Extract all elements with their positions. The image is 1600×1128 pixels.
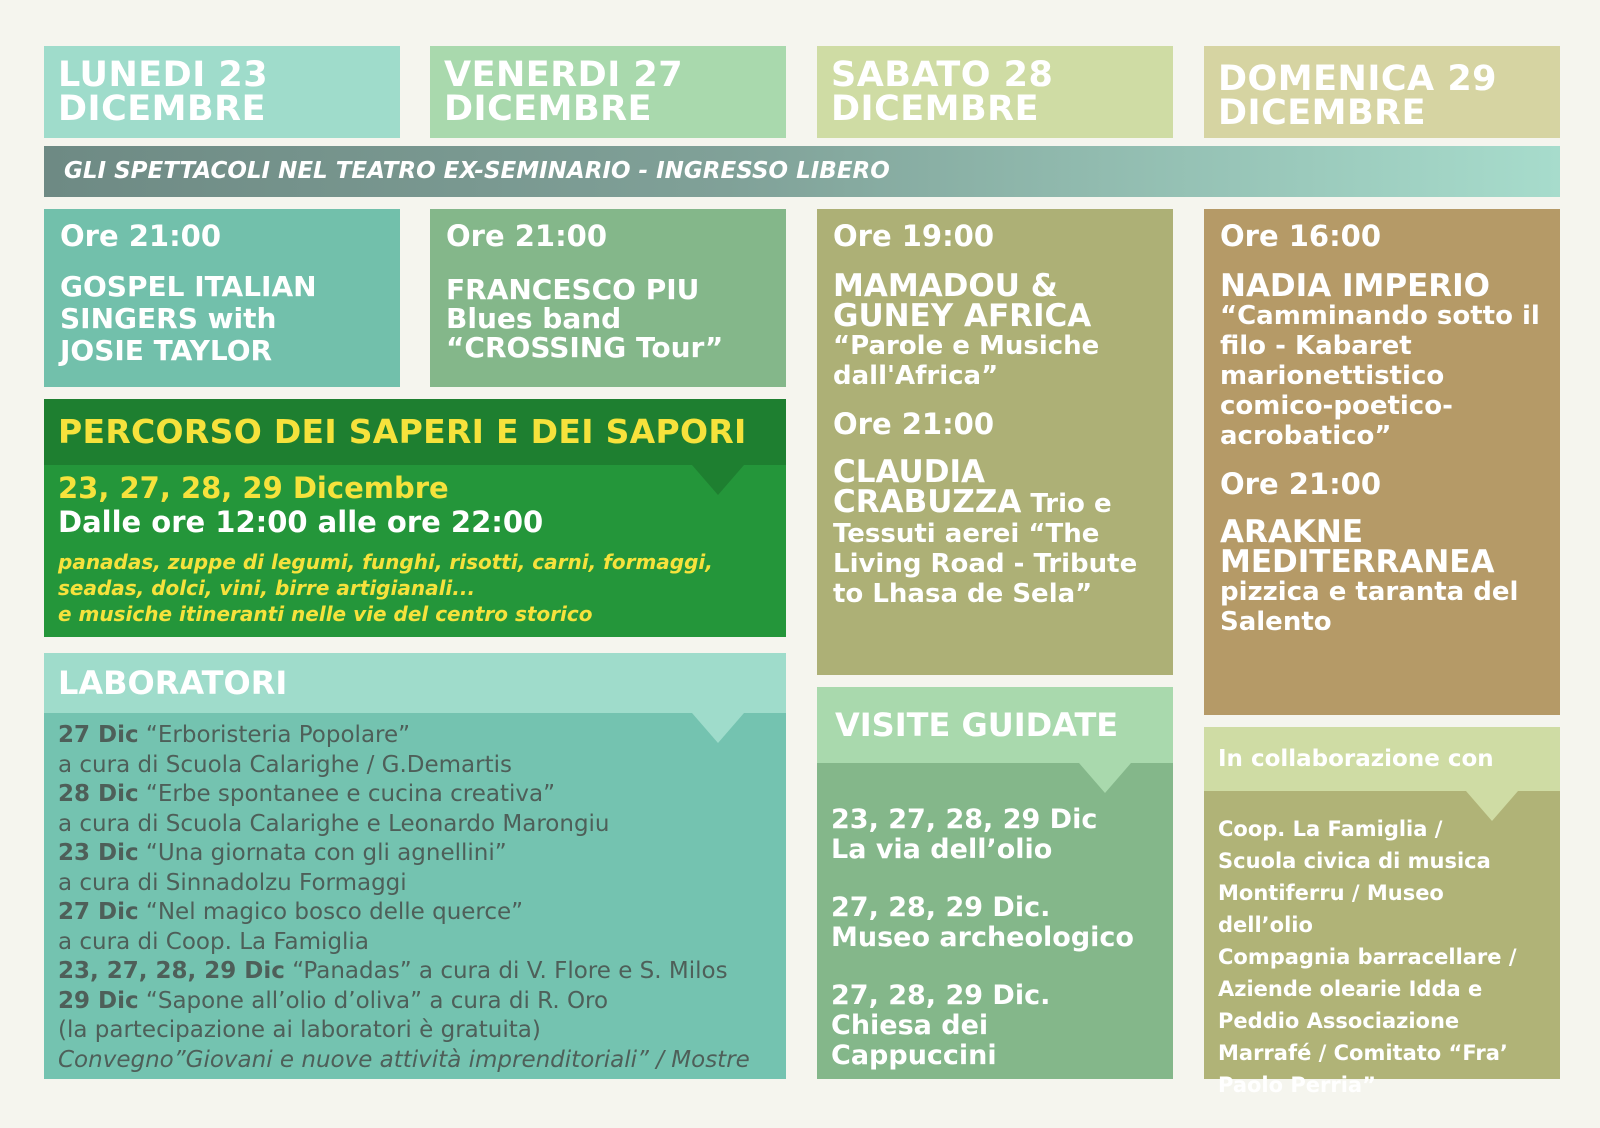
show-description: Trio e [1021,489,1112,519]
day-header-monday [44,46,400,138]
day-header-line1: LUNEDI 23 [58,55,269,95]
lab-row [58,928,772,958]
collab-line: Paolo Perria” [1218,1073,1376,1097]
performer-line: SINGERS with [60,302,277,335]
artist-name: CRABUZZA [833,484,1022,520]
laboratori-header [44,653,786,713]
performer-line: Blues band [446,302,622,335]
show-description: filo - Kabaret [1220,331,1412,361]
show-description: Salento [1220,607,1332,637]
lab-text: (la partecipazione ai laboratori è gratuita) [58,1017,541,1043]
visit-place: Chiesa dei Cappuccini [831,1010,997,1071]
visit-date: 27, 28, 29 Dic. [831,980,1051,1011]
show-description: pizzica e taranta del [1220,577,1519,607]
friday-show [430,209,786,387]
show-description: Tessuti aerei “The [833,519,1100,549]
lab-row [58,1016,772,1046]
show-description: acrobatico” [1220,421,1392,451]
artist-name: NADIA IMPERIO [1220,268,1491,304]
lab-row [58,898,772,928]
show-description: dall'Africa” [833,361,999,391]
lab-row [58,810,772,840]
artist-name: MEDITERRANEA [1220,544,1495,580]
day-header-saturday [817,46,1173,138]
performer-line: “CROSSING Tour” [446,331,724,364]
collab-title: In collaborazione con [1218,746,1494,772]
lab-text: a cura di Scuola Calarighe e Leonardo Marongiu [58,810,610,837]
lab-row [58,869,772,899]
day-header-line2: DICEMBRE [1218,93,1427,133]
show-description: comico-poetico- [1220,391,1453,421]
monday-show [44,209,400,387]
day-header-line2: DICEMBRE [831,89,1040,129]
visite-header [817,687,1173,763]
collab-line: Coop. La Famiglia / [1218,817,1443,841]
lab-row [58,957,772,987]
show-description: to Lhasa de Sela” [833,579,1093,609]
show-description: Living Road - Tribute [833,549,1138,579]
visite-title: VISITE GUIDATE [835,706,1119,744]
lab-text: a cura di Coop. La Famiglia [58,928,369,955]
sunday-shows [1204,209,1560,715]
lab-row [58,987,772,1017]
day-header-friday [430,46,786,138]
performer-line: JOSIE TAYLOR [60,334,273,367]
show-description: “Camminando sotto il [1220,301,1540,331]
lab-day: 27 Dic [58,899,139,925]
percorso-hours: Dalle ore 12:00 alle ore 22:00 [58,505,544,539]
lab-row [58,780,772,810]
percorso-title: PERCORSO DEI SAPERI E DEI SAPORI [58,412,747,451]
day-header-line1: SABATO 28 [831,55,1054,95]
visit-item [831,981,1159,1071]
collab-line: Scuola civica di musica [1218,849,1491,873]
collab-section [1204,727,1560,1097]
show-time: Ore 21:00 [1220,467,1382,501]
show-time: Ore 16:00 [1220,219,1382,253]
lab-text: “Sapone all’olio d’oliva” a cura di R. Oro [138,987,609,1014]
day-header-line2: DICEMBRE [58,89,267,129]
lab-day: 28 Dic [58,781,139,807]
day-header-line1: VENERDI 27 [444,55,684,95]
lab-text: a cura di Scuola Calarighe / G.Demartis [58,751,513,778]
lab-footer: Convegno”Giovani e nuove attività imprenditoriali” / Mostre [58,1046,750,1073]
visit-item [831,805,1159,865]
artist-name: MAMADOU & [833,268,1058,304]
show-description: marionettistico [1220,361,1445,391]
lab-row [58,839,772,869]
show-description: “Parole e Musiche [833,331,1100,361]
visit-item [831,893,1159,953]
callout-notch [1079,763,1131,793]
day-header-line2: DICEMBRE [444,89,653,129]
lab-day: 23, 27, 28, 29 Dic [58,958,285,984]
callout-notch [692,465,744,495]
lab-text: “Erboristeria Popolare” [138,722,411,748]
lab-day: 27 Dic [58,722,139,748]
collab-line: Aziende olearie Idda e [1218,977,1483,1001]
lab-text: a cura di Sinnadolzu Formaggi [58,869,407,896]
percorso-section [44,399,786,637]
collab-line: Montiferru / Museo dell’olio [1218,881,1444,937]
collab-line: Marrafé / Comitato “Fra’ [1218,1041,1508,1065]
lab-text: “Una giornata con gli agnellini” [138,840,507,866]
visit-place: Museo archeologico [831,922,1134,953]
lab-row [58,721,772,751]
lab-text: “Erbe spontanee e cucina creativa” [138,781,556,807]
lab-day: 29 Dic [58,987,139,1014]
lab-text: “Nel magico bosco delle querce” [138,899,524,925]
visit-date: 23, 27, 28, 29 Dic [831,804,1098,835]
show-time: Ore 21:00 [833,407,995,441]
laboratori-section [44,653,786,1079]
lab-text: “Panadas” a cura di V. Flore e S. Milos [284,958,728,984]
artist-name: ARAKNE [1220,514,1363,550]
laboratori-title: LABORATORI [58,664,288,702]
callout-notch [1466,791,1518,821]
collab-line: Compagnia barracellare / [1218,945,1517,969]
performer-line: GOSPEL ITALIAN [60,270,317,303]
artist-name: GUNEY AFRICA [833,298,1092,334]
visit-date: 27, 28, 29 Dic. [831,892,1051,923]
show-time: Ore 21:00 [446,219,608,253]
venue-banner: GLI SPETTACOLI NEL TEATRO EX-SEMINARIO - INGRESSO LIBERO [44,146,1560,197]
lab-row [58,751,772,781]
callout-notch [692,713,744,743]
lab-day: 23 Dic [58,840,139,866]
visit-place: La via dell’olio [831,834,1053,865]
percorso-dates: 23, 27, 28, 29 Dicembre [58,471,449,505]
day-header-line1: DOMENICA 29 [1218,59,1498,99]
day-header-sunday [1204,46,1560,138]
performer-line: FRANCESCO PIU [446,273,700,306]
saturday-shows [817,209,1173,675]
percorso-item-line: panadas, zuppe di legumi, funghi, risotti, carni, formaggi, [58,550,713,574]
show-time: Ore 21:00 [60,219,222,253]
collab-header [1204,727,1560,791]
percorso-item-line: seadas, dolci, vini, birre artigianali... [58,576,476,600]
percorso-title-bar [44,399,786,465]
percorso-item-line: e musiche itineranti nelle vie del centro storico [58,602,593,626]
visite-section [817,687,1173,1079]
artist-name: CLAUDIA [833,454,985,490]
collab-line: Peddio Associazione [1218,1009,1460,1033]
show-time: Ore 19:00 [833,219,995,253]
